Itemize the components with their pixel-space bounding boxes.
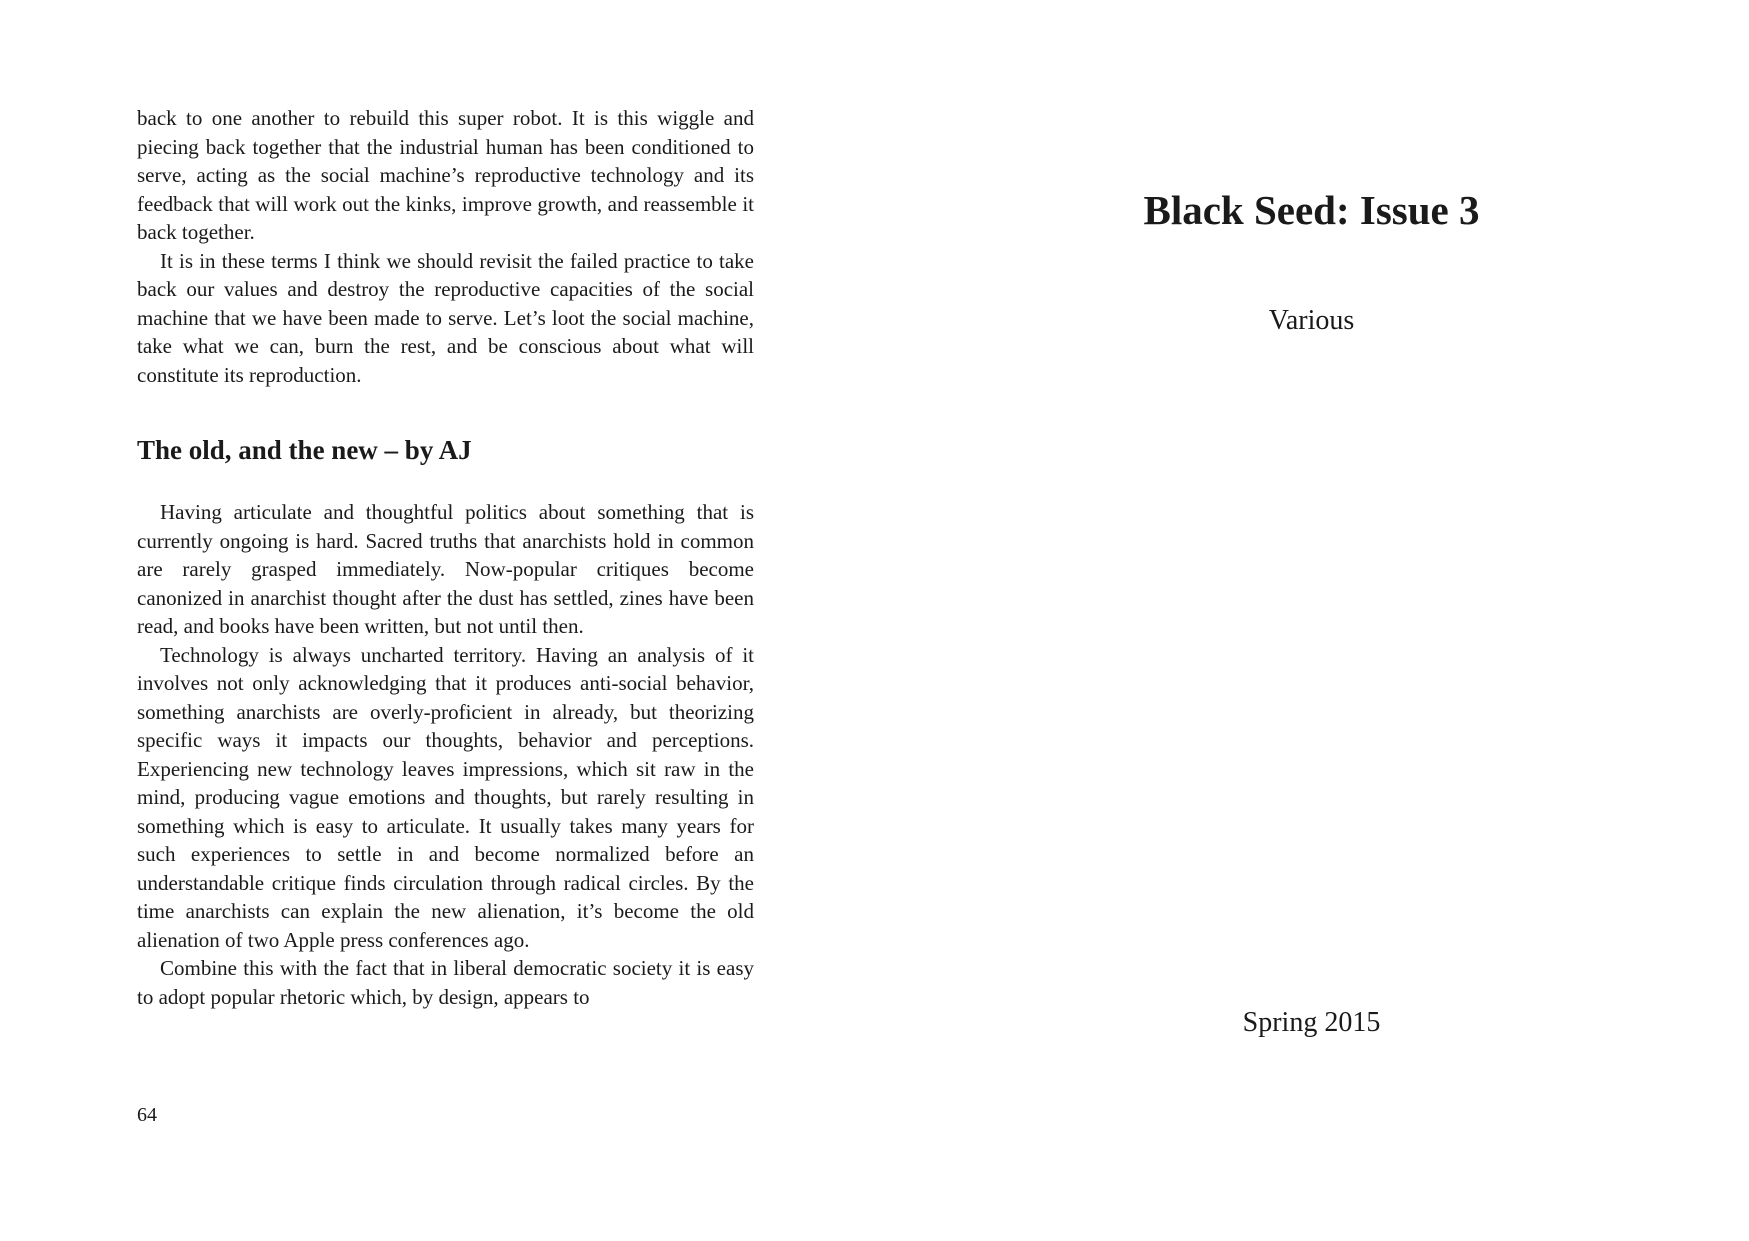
section-heading: The old, and the new – by AJ	[137, 435, 472, 465]
page-number: 64	[137, 1104, 157, 1126]
paragraph: It is in these terms I think we should revisit the failed practice to take back our values and destroy the reproductive capacities of the social machine that we have been made to serve. Let’s loot the social machine, take what we can, burn the rest, and be conscious about what will constitute its reproduction.	[137, 248, 754, 387]
cover-author: Various	[1268, 305, 1355, 336]
paragraph: Having articulate and thoughtful politics about something that is currently ongoing is hard. Sacred truths that anarchists hold in common are rarely grasped immediately. Now-popular critiques become canonized in anarchist thought after the dust has settled, zines have been read, and books have been written, but not until then.	[137, 500, 754, 638]
paragraph: Combine this with the fact that in liberal democratic society it is easy to adopt popular rhetoric which, by design, appears to	[137, 956, 754, 1009]
paragraph: Technology is always uncharted territory. Having an analysis of it involves not only acknowledging that it produces anti-social behavior, something anarchists are overly-proficient in already, but theorizing specific ways it impacts our thoughts, behavior and perceptions. Experiencing new technology leaves impressions, which sit raw in the mind, producing vague emotions and thoughts, but rarely resulting in something which is easy to articulate. It usually takes many years for such experiences to settle in and become normalized before an understandable critique finds circulation through radical circles. By the time anarchists can explain the new alienation, it’s become the old alienation of two Apple press conferences ago.	[137, 642, 754, 952]
body-text	[137, 104, 754, 1011]
paragraph: back to one another to rebuild this super robot. It is this wiggle and piecing back together that the industrial human has been conditioned to serve, acting as the social machine’s reproductive technology and its feedback that will work out the kinks, improve growth, and reassemble it back together.	[137, 106, 754, 244]
cover-title: Black Seed: Issue 3	[1143, 187, 1480, 233]
cover-date: Spring 2015	[1242, 1007, 1381, 1038]
left-page	[0, 0, 874, 1241]
right-page-cover	[874, 0, 1749, 1241]
